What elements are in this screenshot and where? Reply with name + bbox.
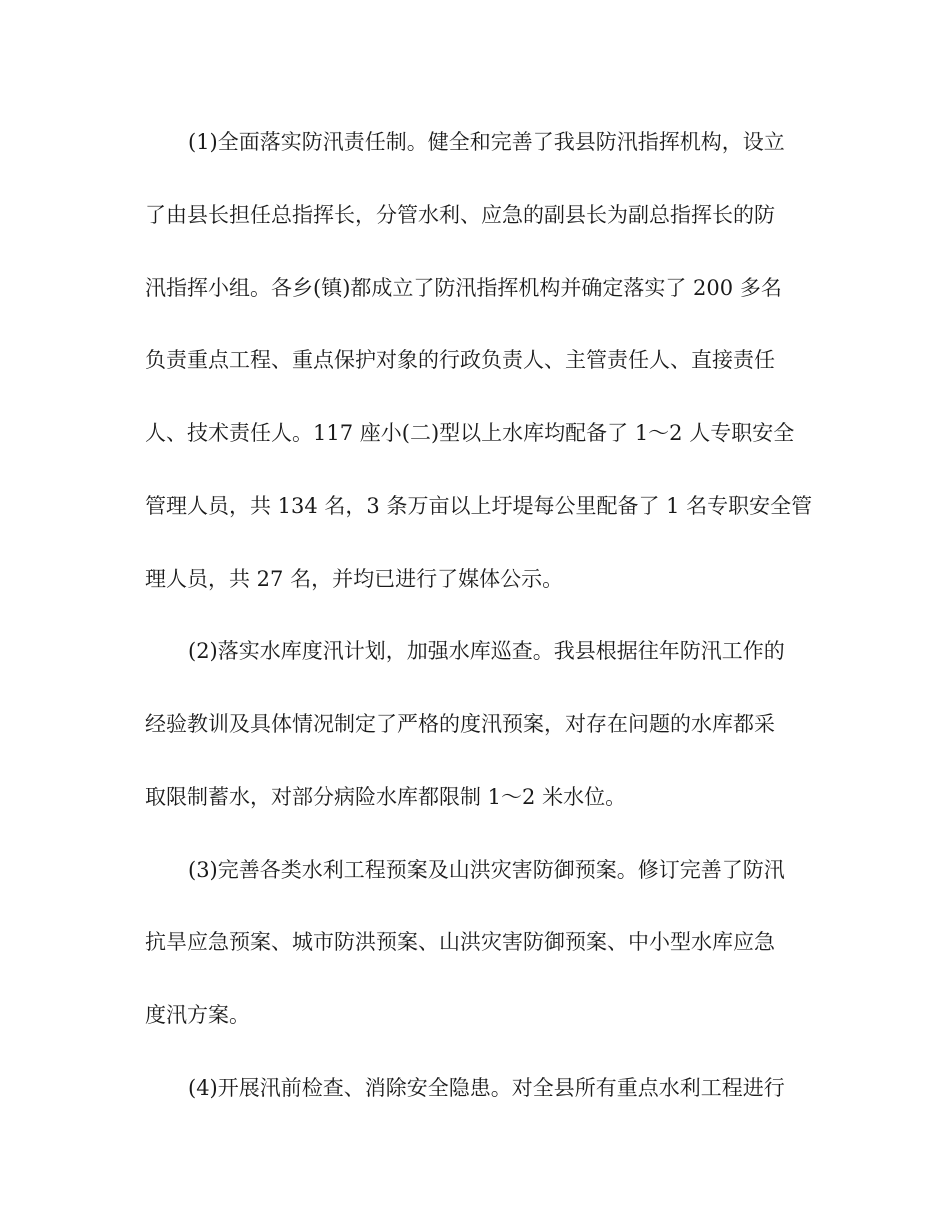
paragraph-1-line-5: 人、技术责任人。117 座小(二)型以上水库均配备了 1～2 人专职安全 bbox=[145, 421, 795, 445]
paragraph-1-line-7: 理人员，共 27 名，并均已进行了媒体公示。 bbox=[145, 567, 564, 591]
paragraph-1-line-2: 了由县长担任总指挥长，分管水利、应急的副县长为副总指挥长的防 bbox=[145, 203, 775, 227]
paragraph-1-line-6: 管理人员，共 134 名，3 条万亩以上圩堤每公里配备了 1 名专职安全管 bbox=[145, 494, 813, 518]
paragraph-2-line-2: 经验教训及具体情况制定了严格的度汛预案，对存在问题的水库都采 bbox=[145, 712, 775, 736]
paragraph-2-line-3: 取限制蓄水，对部分病险水库都限制 1～2 米水位。 bbox=[145, 785, 627, 809]
paragraph-1-line-1: (1)全面落实防汛责任制。健全和完善了我县防汛指挥机构，设立 bbox=[188, 130, 785, 154]
paragraph-2-line-1: (2)落实水库度汛计划，加强水库巡查。我县根据往年防汛工作的 bbox=[188, 639, 785, 663]
paragraph-3-line-3: 度汛方案。 bbox=[145, 1003, 250, 1027]
paragraph-3-line-1: (3)完善各类水利工程预案及山洪灾害防御预案。修订完善了防汛 bbox=[188, 858, 785, 882]
paragraph-1-line-3: 汛指挥小组。各乡(镇)都成立了防汛指挥机构并确定落实了 200 多名 bbox=[145, 276, 782, 300]
paragraph-3-line-2: 抗旱应急预案、城市防洪预案、山洪灾害防御预案、中小型水库应急 bbox=[145, 930, 775, 954]
paragraph-1-line-4: 负责重点工程、重点保护对象的行政负责人、主管责任人、直接责任 bbox=[145, 348, 775, 372]
paragraph-4-line-1: (4)开展汛前检查、消除安全隐患。对全县所有重点水利工程进行 bbox=[188, 1076, 785, 1100]
